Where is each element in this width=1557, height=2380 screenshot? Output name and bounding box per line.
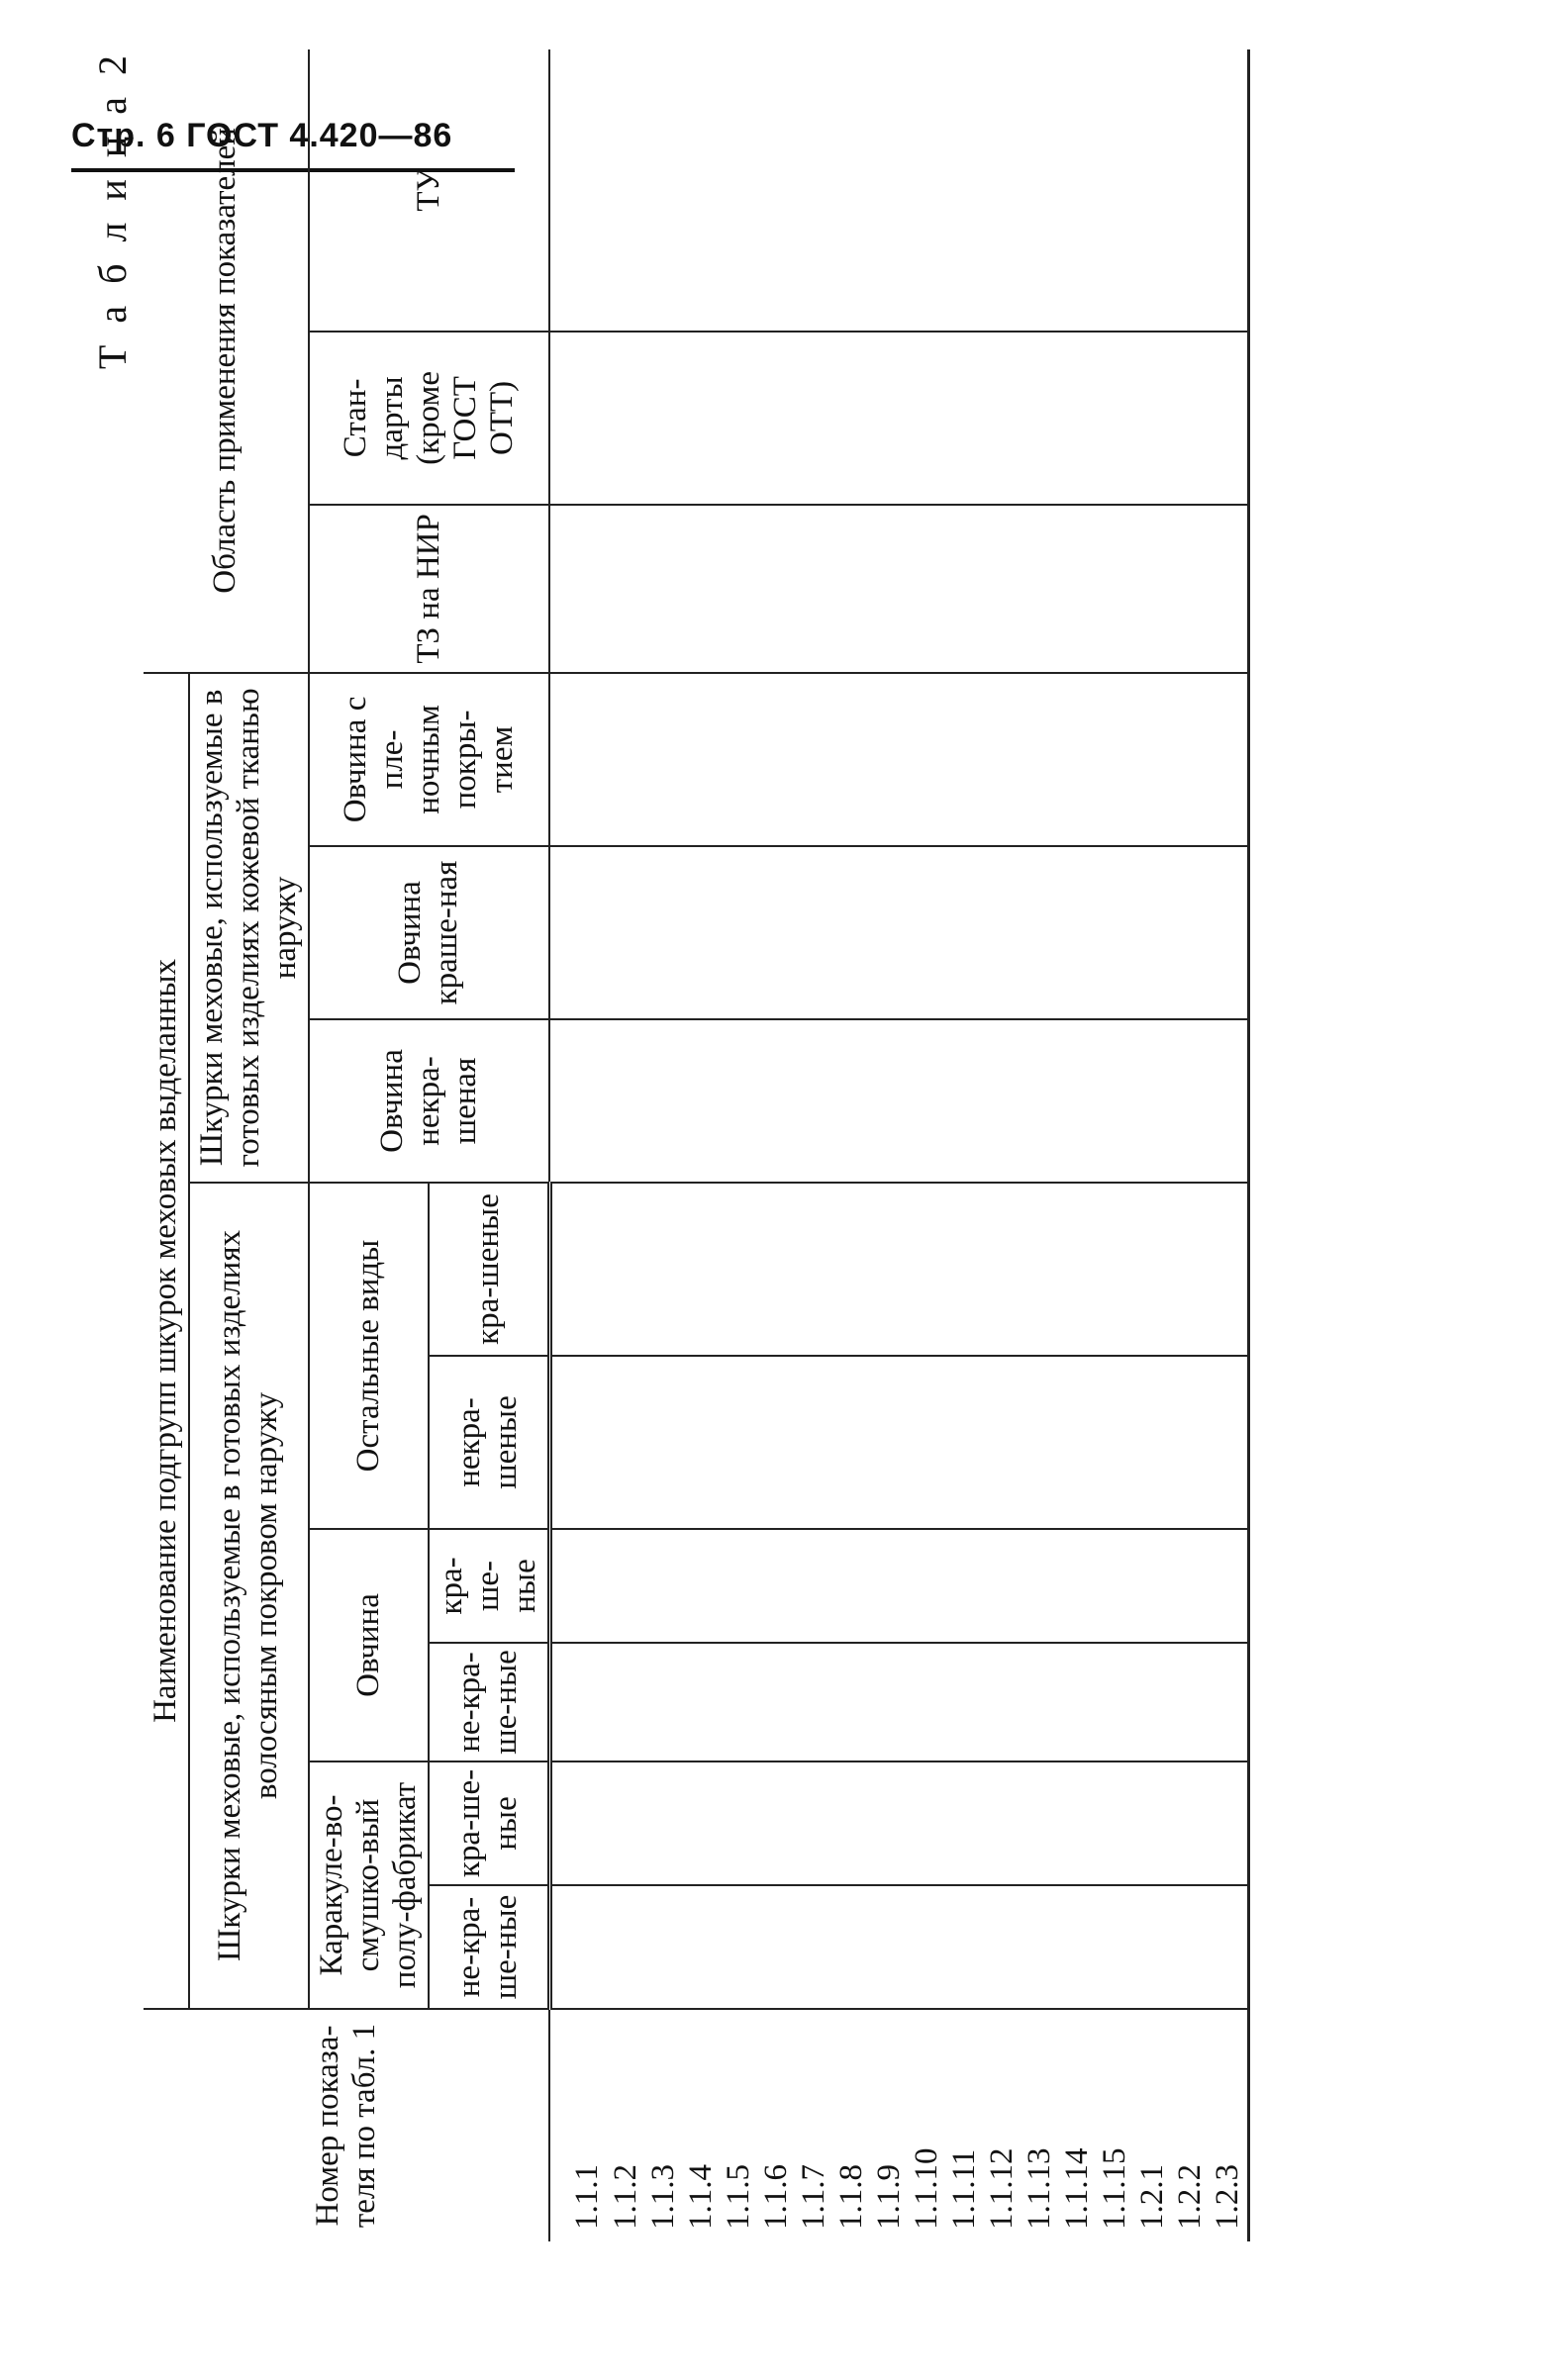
applicability-cell — [1134, 846, 1172, 1019]
applicability-cell — [909, 1761, 946, 1885]
indicator-number-cell: 1.1.14 — [1059, 2147, 1096, 2230]
rotated-table-block — [90, 49, 1430, 2241]
applicability-cell — [909, 1529, 946, 1643]
header-ovchina: Овчина — [309, 1529, 429, 1761]
indicator-number-cell: 1.1.1 — [569, 2164, 606, 2230]
applicability-cell — [909, 1356, 946, 1529]
applicability-cell — [1059, 1019, 1097, 1183]
applicability-cell — [1172, 332, 1210, 505]
applicability-cell — [796, 1529, 833, 1643]
applicability-cell — [833, 1643, 871, 1761]
applicability-cell — [909, 1885, 946, 2009]
applicability-cell — [721, 1761, 758, 1885]
indicator-number-cell: 1.2.1 — [1134, 2164, 1171, 2230]
applicability-cell — [721, 846, 758, 1019]
header-karakul: Каракуле-во-смушко-вый полу-фабрикат — [309, 1761, 429, 2009]
indicator-number-cell: 1.1.12 — [984, 2147, 1021, 2230]
header-scope-standards: Стан-дарты (кроме ГОСТ ОТТ) — [309, 332, 549, 505]
applicability-cell — [1172, 1183, 1210, 1356]
applicability-cell — [758, 1643, 796, 1761]
applicability-cell — [796, 1643, 833, 1761]
applicability-cell — [1059, 505, 1097, 673]
applicability-cell — [796, 846, 833, 1019]
applicability-cell — [833, 332, 871, 505]
header-karakul-dyed: кра-ше-ные — [429, 1761, 549, 1885]
applicability-cell — [608, 505, 645, 673]
applicability-cell — [549, 49, 608, 332]
applicability-cell — [1134, 49, 1172, 332]
applicability-cell — [1210, 1019, 1249, 1183]
applicability-cell — [1059, 1529, 1097, 1643]
applicability-cell — [758, 1761, 796, 1885]
applicability-cell — [608, 1529, 645, 1643]
indicator-number-cell: 1.1.7 — [796, 2164, 832, 2230]
indicator-number-cell: 1.1.10 — [909, 2147, 945, 2230]
applicability-cell — [683, 1183, 721, 1356]
applicability-cell — [1097, 1761, 1134, 1885]
applicability-cell — [758, 1529, 796, 1643]
applicability-cell — [833, 1019, 871, 1183]
applicability-cell — [721, 673, 758, 846]
applicability-cell — [984, 1643, 1022, 1761]
header-indicator-number: Номер показа-теля по табл. 1 — [144, 2009, 549, 2241]
applicability-cell — [1172, 673, 1210, 846]
applicability-cell — [1210, 1643, 1249, 1761]
applicability-cell — [549, 332, 608, 505]
applicability-cell — [833, 49, 871, 332]
applicability-cell — [871, 1643, 909, 1761]
header-ovchina-film: Овчина с пле-ночным покры-тием — [309, 673, 549, 846]
table-row — [721, 49, 758, 2241]
header-hair-outward: Шкурки меховые, используемые в готовых изделиях волосяным покровом наружу — [189, 1183, 309, 2009]
applicability-cell — [645, 1885, 683, 2009]
applicability-cell — [758, 49, 796, 332]
applicability-cell — [758, 1356, 796, 1529]
applicability-cell — [721, 1885, 758, 2009]
applicability-cell — [608, 673, 645, 846]
applicability-cell — [946, 673, 984, 846]
applicability-cell — [833, 1183, 871, 1356]
applicability-cell — [796, 1183, 833, 1356]
applicability-cell — [683, 1356, 721, 1529]
applicability-cell — [796, 1761, 833, 1885]
indicator-number-cell: 1.2.3 — [1210, 2009, 1249, 2241]
applicability-cell — [984, 673, 1022, 846]
applicability-cell — [1210, 673, 1249, 846]
applicability-cell — [721, 1529, 758, 1643]
applicability-cell — [549, 1529, 608, 1643]
applicability-cell — [909, 49, 946, 332]
applicability-cell — [1022, 1643, 1059, 1761]
table-row — [909, 49, 946, 2241]
applicability-cell — [946, 1356, 984, 1529]
applicability-cell — [871, 1761, 909, 1885]
applicability-cell — [645, 505, 683, 673]
indicator-number-cell: 1.1.5 — [721, 2164, 757, 2230]
applicability-cell — [758, 846, 796, 1019]
applicability-cell — [1097, 673, 1134, 846]
applicability-cell — [1022, 1885, 1059, 2009]
applicability-cell — [871, 505, 909, 673]
applicability-cell — [645, 1529, 683, 1643]
indicator-number-cell: 1.1.11 — [946, 2148, 983, 2230]
applicability-cell — [645, 1356, 683, 1529]
applicability-cell — [549, 673, 608, 846]
applicability-cell — [645, 332, 683, 505]
applicability-cell — [833, 1529, 871, 1643]
applicability-cell — [1134, 1529, 1172, 1643]
header-ovchina-dyed: Овчина краше-ная — [309, 846, 549, 1019]
applicability-cell — [683, 846, 721, 1019]
applicability-cell — [909, 1643, 946, 1761]
applicability-cell — [1210, 846, 1249, 1019]
applicability-cell — [721, 1643, 758, 1761]
applicability-cell — [721, 49, 758, 332]
table-row — [833, 49, 871, 2241]
applicability-cell — [1022, 49, 1059, 332]
header-scope: Область применения показателей — [144, 49, 309, 673]
applicability-cell — [1022, 1761, 1059, 1885]
applicability-cell — [1134, 1356, 1172, 1529]
applicability-cell — [608, 49, 645, 332]
applicability-cell — [946, 1183, 984, 1356]
applicability-cell — [1097, 505, 1134, 673]
applicability-cell — [549, 1885, 608, 2009]
applicability-cell — [608, 1885, 645, 2009]
header-other-dyed: кра-шеные — [429, 1183, 549, 1356]
applicability-cell — [1022, 1019, 1059, 1183]
applicability-cell — [645, 1761, 683, 1885]
applicability-cell — [608, 1356, 645, 1529]
applicability-cell — [909, 505, 946, 673]
applicability-cell — [721, 1019, 758, 1183]
applicability-cell — [683, 1643, 721, 1761]
table-row — [796, 49, 833, 2241]
applicability-cell — [833, 1356, 871, 1529]
applicability-cell — [909, 846, 946, 1019]
header-other-kinds: Остальные виды — [309, 1183, 429, 1529]
applicability-cell — [833, 1885, 871, 2009]
table-row — [984, 49, 1022, 2241]
applicability-cell — [984, 1183, 1022, 1356]
table-row — [758, 49, 796, 2241]
applicability-cell — [871, 673, 909, 846]
applicability-cell — [1059, 1643, 1097, 1761]
applicability-cell — [796, 1019, 833, 1183]
applicability-cell — [1210, 1183, 1249, 1356]
applicability-cell — [1097, 49, 1134, 332]
applicability-cell — [871, 332, 909, 505]
applicability-cell — [1172, 505, 1210, 673]
applicability-cell — [909, 332, 946, 505]
applicability-cell — [683, 49, 721, 332]
table-row — [608, 49, 645, 2241]
applicability-cell — [984, 332, 1022, 505]
applicability-cell — [796, 673, 833, 846]
applicability-cell — [1134, 1761, 1172, 1885]
applicability-cell — [758, 1885, 796, 2009]
indicator-number-cell: 1.2.2 — [1172, 2164, 1209, 2230]
applicability-cell — [833, 1761, 871, 1885]
applicability-cell — [1172, 49, 1210, 332]
table-row — [1172, 49, 1210, 2241]
applicability-cell — [833, 673, 871, 846]
indicator-number-cell: 1.1.15 — [1097, 2147, 1133, 2230]
applicability-cell — [1022, 1183, 1059, 1356]
applicability-cell — [871, 1885, 909, 2009]
applicability-cell — [871, 846, 909, 1019]
applicability-cell — [984, 505, 1022, 673]
applicability-cell — [946, 505, 984, 673]
applicability-cell — [796, 505, 833, 673]
table-row — [1022, 49, 1059, 2241]
applicability-cell — [1022, 332, 1059, 505]
applicability-cell — [1210, 1529, 1249, 1643]
applicability-cell — [549, 1761, 608, 1885]
applicability-cell — [1210, 1761, 1249, 1885]
applicability-cell — [946, 1885, 984, 2009]
applicability-cell — [1097, 1529, 1134, 1643]
applicability-cell — [1210, 1885, 1249, 2009]
applicability-cell — [1059, 673, 1097, 846]
applicability-cell — [1134, 1643, 1172, 1761]
applicability-cell — [1059, 1885, 1097, 2009]
applicability-cell — [608, 846, 645, 1019]
indicator-number-cell: 1.1.9 — [871, 2164, 908, 2230]
applicability-cell — [645, 673, 683, 846]
table-row — [946, 49, 984, 2241]
table-row — [683, 49, 721, 2241]
applicability-cell — [946, 49, 984, 332]
table-row — [549, 49, 608, 2241]
table-row — [1134, 49, 1172, 2241]
applicability-cell — [1134, 1019, 1172, 1183]
applicability-cell — [1172, 1885, 1210, 2009]
applicability-cell — [984, 1761, 1022, 1885]
applicability-cell — [1210, 49, 1249, 332]
table-row — [1097, 49, 1134, 2241]
applicability-cell — [871, 1356, 909, 1529]
applicability-cell — [909, 1183, 946, 1356]
table-row — [871, 49, 909, 2241]
applicability-cell — [1059, 49, 1097, 332]
applicability-cell — [645, 1183, 683, 1356]
applicability-cell — [1097, 332, 1134, 505]
applicability-cell — [721, 1356, 758, 1529]
page-header-text: Стр. 6 ГОСТ 4.420—86 — [71, 117, 453, 154]
applicability-cell — [1097, 1183, 1134, 1356]
data-table — [144, 49, 1250, 2241]
header-karakul-undyed: не-кра-ше-ные — [429, 1885, 549, 2009]
applicability-cell — [645, 1019, 683, 1183]
applicability-cell — [549, 1183, 608, 1356]
applicability-cell — [608, 332, 645, 505]
applicability-cell — [984, 1529, 1022, 1643]
applicability-cell — [1059, 1356, 1097, 1529]
applicability-cell — [1022, 673, 1059, 846]
indicator-number-cell: 1.1.3 — [645, 2164, 682, 2230]
applicability-cell — [1210, 1356, 1249, 1529]
applicability-cell — [758, 505, 796, 673]
applicability-cell — [549, 846, 608, 1019]
applicability-cell — [1097, 846, 1134, 1019]
header-leather-outward: Шкурки меховые, используемые в готовых изделиях кожевой тканью наружу — [189, 673, 309, 1183]
header-subgroup-names: Наименование подгрупп шкурок меховых выделанных — [144, 673, 189, 2009]
applicability-cell — [833, 505, 871, 673]
applicability-cell — [833, 846, 871, 1019]
applicability-cell — [946, 332, 984, 505]
applicability-cell — [1172, 1529, 1210, 1643]
applicability-cell — [946, 1643, 984, 1761]
applicability-cell — [909, 1019, 946, 1183]
applicability-cell — [608, 1761, 645, 1885]
applicability-cell — [984, 1356, 1022, 1529]
applicability-cell — [1097, 1019, 1134, 1183]
header-scope-tu: ТУ — [309, 49, 549, 332]
applicability-cell — [946, 846, 984, 1019]
applicability-cell — [796, 332, 833, 505]
applicability-cell — [1059, 1183, 1097, 1356]
applicability-cell — [796, 1356, 833, 1529]
applicability-cell — [796, 49, 833, 332]
table-row — [1210, 49, 1249, 2241]
applicability-cell — [871, 49, 909, 332]
applicability-cell — [721, 505, 758, 673]
applicability-cell — [1134, 1183, 1172, 1356]
applicability-cell — [683, 505, 721, 673]
indicator-number-cell: 1.1.4 — [683, 2164, 720, 2230]
header-other-undyed: некра-шеные — [429, 1356, 549, 1529]
applicability-cell — [645, 846, 683, 1019]
applicability-cell — [1134, 1885, 1172, 2009]
applicability-cell — [1210, 505, 1249, 673]
table-caption: Т а б л и ц а 2 — [90, 49, 135, 370]
applicability-cell — [871, 1019, 909, 1183]
applicability-cell — [1059, 1761, 1097, 1885]
applicability-cell — [683, 1885, 721, 2009]
applicability-cell — [1097, 1885, 1134, 2009]
applicability-cell — [645, 49, 683, 332]
applicability-cell — [946, 1761, 984, 1885]
applicability-cell — [1172, 846, 1210, 1019]
applicability-cell — [984, 1019, 1022, 1183]
applicability-cell — [946, 1019, 984, 1183]
applicability-cell — [549, 505, 608, 673]
table-body — [549, 49, 1248, 2241]
applicability-cell — [1134, 332, 1172, 505]
applicability-cell — [1059, 846, 1097, 1019]
applicability-cell — [683, 1761, 721, 1885]
table-row — [645, 49, 683, 2241]
applicability-cell — [1097, 1356, 1134, 1529]
applicability-cell — [683, 332, 721, 505]
indicator-number-cell: 1.1.8 — [833, 2164, 870, 2230]
header-ovchina-undyed: Овчина некра-шеная — [309, 1019, 549, 1183]
applicability-cell — [758, 1019, 796, 1183]
header-ovchina-hair-undyed: не-кра-ше-ные — [429, 1643, 549, 1761]
applicability-cell — [683, 1529, 721, 1643]
applicability-cell — [1134, 505, 1172, 673]
applicability-cell — [1022, 1529, 1059, 1643]
applicability-cell — [683, 1019, 721, 1183]
indicator-number-cell: 1.1.6 — [758, 2164, 795, 2230]
applicability-cell — [909, 673, 946, 846]
applicability-cell — [1059, 332, 1097, 505]
applicability-cell — [549, 1356, 608, 1529]
applicability-cell — [871, 1529, 909, 1643]
table-row — [1059, 49, 1097, 2241]
applicability-cell — [1097, 1643, 1134, 1761]
applicability-cell — [871, 1183, 909, 1356]
applicability-cell — [946, 1529, 984, 1643]
header-scope-tz: ТЗ на НИР — [309, 505, 549, 673]
applicability-cell — [1022, 505, 1059, 673]
applicability-cell — [683, 673, 721, 846]
indicator-number-cell: 1.1.2 — [608, 2164, 644, 2230]
applicability-cell — [1172, 1356, 1210, 1529]
applicability-cell — [1210, 332, 1249, 505]
applicability-cell — [1172, 1761, 1210, 1885]
applicability-cell — [721, 1183, 758, 1356]
applicability-cell — [1134, 673, 1172, 846]
applicability-cell — [984, 49, 1022, 332]
applicability-cell — [721, 332, 758, 505]
applicability-cell — [758, 332, 796, 505]
indicator-number-cell: 1.1.13 — [1022, 2147, 1058, 2230]
applicability-cell — [1022, 846, 1059, 1019]
header-ovchina-hair-dyed: кра-ше-ные — [429, 1529, 549, 1643]
applicability-cell — [1172, 1643, 1210, 1761]
applicability-cell — [984, 846, 1022, 1019]
applicability-cell — [758, 673, 796, 846]
applicability-cell — [549, 1643, 608, 1761]
applicability-cell — [1172, 1019, 1210, 1183]
applicability-cell — [608, 1183, 645, 1356]
applicability-cell — [1022, 1356, 1059, 1529]
applicability-cell — [758, 1183, 796, 1356]
applicability-cell — [796, 1885, 833, 2009]
applicability-cell — [645, 1643, 683, 1761]
applicability-cell — [984, 1885, 1022, 2009]
applicability-cell — [608, 1019, 645, 1183]
applicability-cell — [608, 1643, 645, 1761]
applicability-cell — [549, 1019, 608, 1183]
